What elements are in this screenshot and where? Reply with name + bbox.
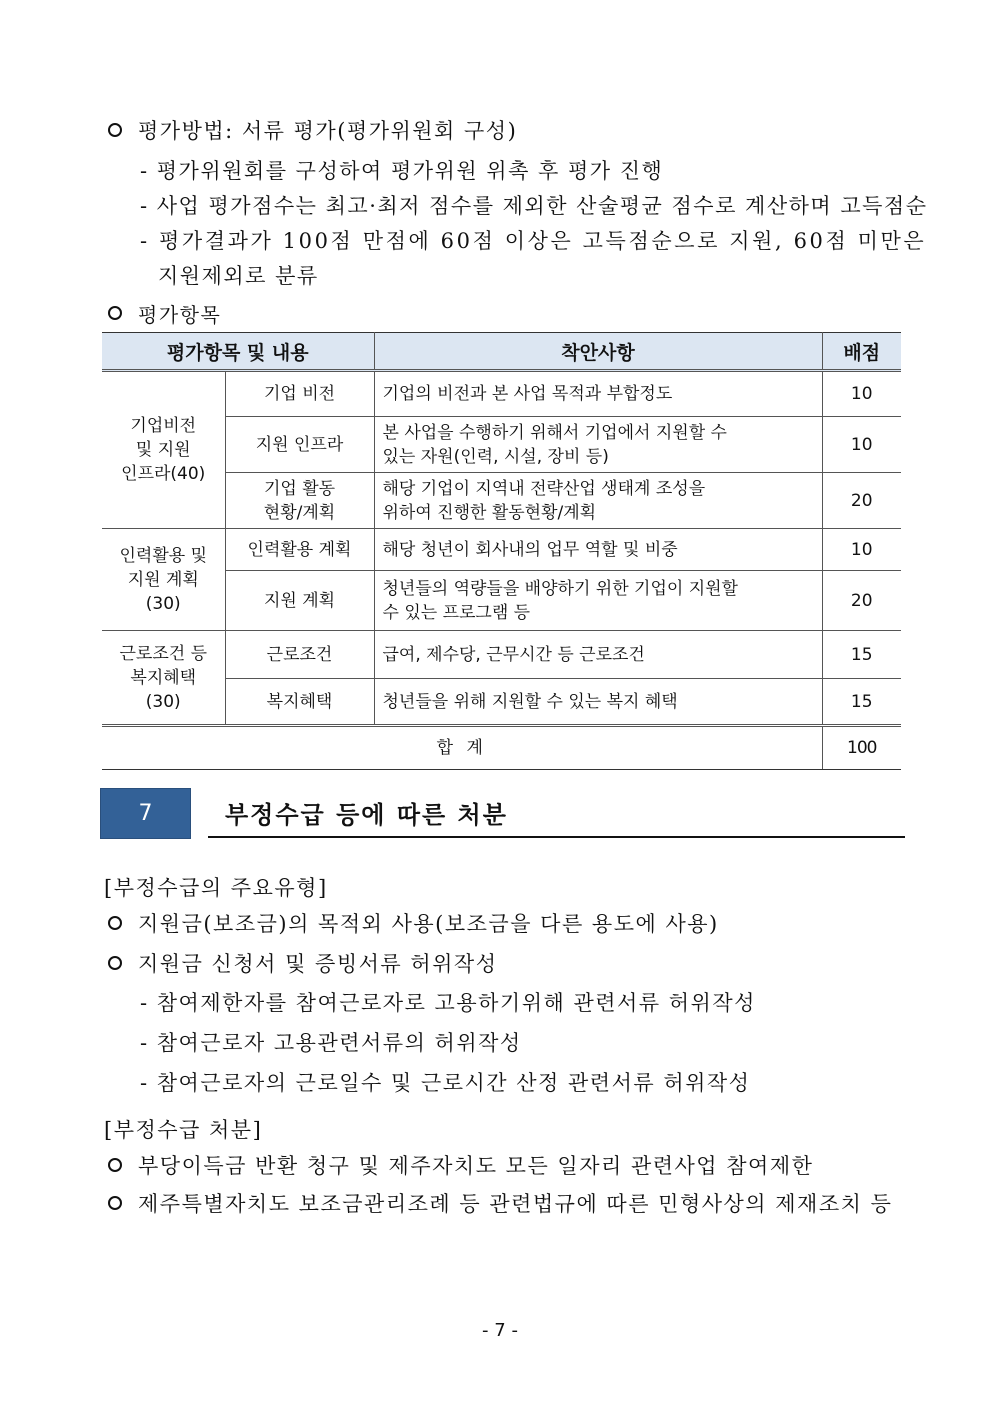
table-row xyxy=(102,371,901,417)
fraud-subtype: - 참여근로자 고용관련서류의 허위작성 xyxy=(140,1031,522,1055)
table-header-row xyxy=(102,333,901,371)
circle-bullet-icon xyxy=(108,123,122,137)
item-score: 10 xyxy=(822,417,901,473)
fraud-type: 지원금 신청서 및 증빙서류 허위작성 xyxy=(138,952,498,976)
item-criteria: 급여, 제수당, 근무시간 등 근로조건 xyxy=(374,631,822,679)
method-item-continued: 지원제외로 분류 xyxy=(158,264,319,288)
group-label: 기업비전 및 지원 인프라(40) xyxy=(102,371,225,529)
header-criteria: 착안사항 xyxy=(374,333,822,371)
total-label: 합 계 xyxy=(102,726,822,770)
item-name: 기업 비전 xyxy=(225,371,374,417)
table-row xyxy=(102,631,901,679)
circle-bullet-icon xyxy=(108,916,122,930)
evaluation-table xyxy=(102,332,901,770)
item-criteria: 청년들의 역량들을 배양하기 위한 기업이 지원할 수 있는 프로그램 등 xyxy=(374,571,822,631)
item-criteria: 본 사업을 수행하기 위해서 기업에서 지원할 수 있는 자원(인력, 시설, 장비 등) xyxy=(374,417,822,473)
table-row xyxy=(102,529,901,571)
item-criteria: 해당 기업이 지역내 전략산업 생태계 조성을 위하여 진행한 활동현황/계획 xyxy=(374,473,822,529)
item-score: 15 xyxy=(822,679,901,726)
item-name: 지원 인프라 xyxy=(225,417,374,473)
total-score: 100 xyxy=(822,726,901,770)
method-item: - 평가결과가 100점 만점에 60점 이상은 고득점순으로 지원, 60점 미만은 xyxy=(140,229,927,253)
fraud-subtype: - 참여제한자를 참여근로자로 고용하기위해 관련서류 허위작성 xyxy=(140,991,756,1015)
table-total-row xyxy=(102,726,901,770)
fraud-subtype: - 참여근로자의 근로일수 및 근로시간 산정 관련서류 허위작성 xyxy=(140,1071,751,1095)
item-criteria: 해당 청년이 회사내의 업무 역할 및 비중 xyxy=(374,529,822,571)
group-label: 근로조건 등 복지혜택 (30) xyxy=(102,631,225,726)
group-label: 인력활용 및 지원 계획 (30) xyxy=(102,529,225,631)
item-name: 기업 활동 현황/계획 xyxy=(225,473,374,529)
circle-bullet-icon xyxy=(108,1196,122,1210)
penalty-item: 부당이득금 반환 청구 및 제주자치도 모든 일자리 관련사업 참여제한 xyxy=(138,1154,814,1178)
item-criteria: 청년들을 위해 지원할 수 있는 복지 혜택 xyxy=(374,679,822,726)
section-number-box: 7 xyxy=(100,788,191,839)
item-name: 인력활용 계획 xyxy=(225,529,374,571)
circle-bullet-icon xyxy=(108,306,122,320)
section-underline xyxy=(208,836,905,838)
item-name: 근로조건 xyxy=(225,631,374,679)
method-item: - 평가위원회를 구성하여 평가위원 위촉 후 평가 진행 xyxy=(140,159,664,183)
item-criteria: 기업의 비전과 본 사업 목적과 부합정도 xyxy=(374,371,822,417)
header-item: 평가항목 및 내용 xyxy=(102,333,374,371)
item-score: 20 xyxy=(822,571,901,631)
items-title: 평가항목 xyxy=(138,303,222,327)
item-name: 복지혜택 xyxy=(225,679,374,726)
penalty-heading: [부정수급 처분] xyxy=(104,1118,263,1142)
fraud-type: 지원금(보조금)의 목적외 사용(보조금을 다른 용도에 사용) xyxy=(138,912,719,936)
method-title: 평가방법: 서류 평가(평가위원회 구성) xyxy=(138,119,518,143)
item-name: 지원 계획 xyxy=(225,571,374,631)
circle-bullet-icon xyxy=(108,956,122,970)
circle-bullet-icon xyxy=(108,1158,122,1172)
item-score: 20 xyxy=(822,473,901,529)
header-score: 배점 xyxy=(822,333,901,371)
item-score: 10 xyxy=(822,529,901,571)
penalty-item: 제주특별자치도 보조금관리조례 등 관련법규에 따른 민형사상의 제재조치 등 xyxy=(138,1192,893,1216)
types-heading: [부정수급의 주요유형] xyxy=(104,876,328,900)
section-title: 부정수급 등에 따른 처분 xyxy=(225,801,508,829)
item-score: 15 xyxy=(822,631,901,679)
page-number: - 7 - xyxy=(482,1320,518,1341)
item-score: 10 xyxy=(822,371,901,417)
method-item: - 사업 평가점수는 최고·최저 점수를 제외한 산술평균 점수로 계산하며 고득점순 xyxy=(140,194,928,218)
